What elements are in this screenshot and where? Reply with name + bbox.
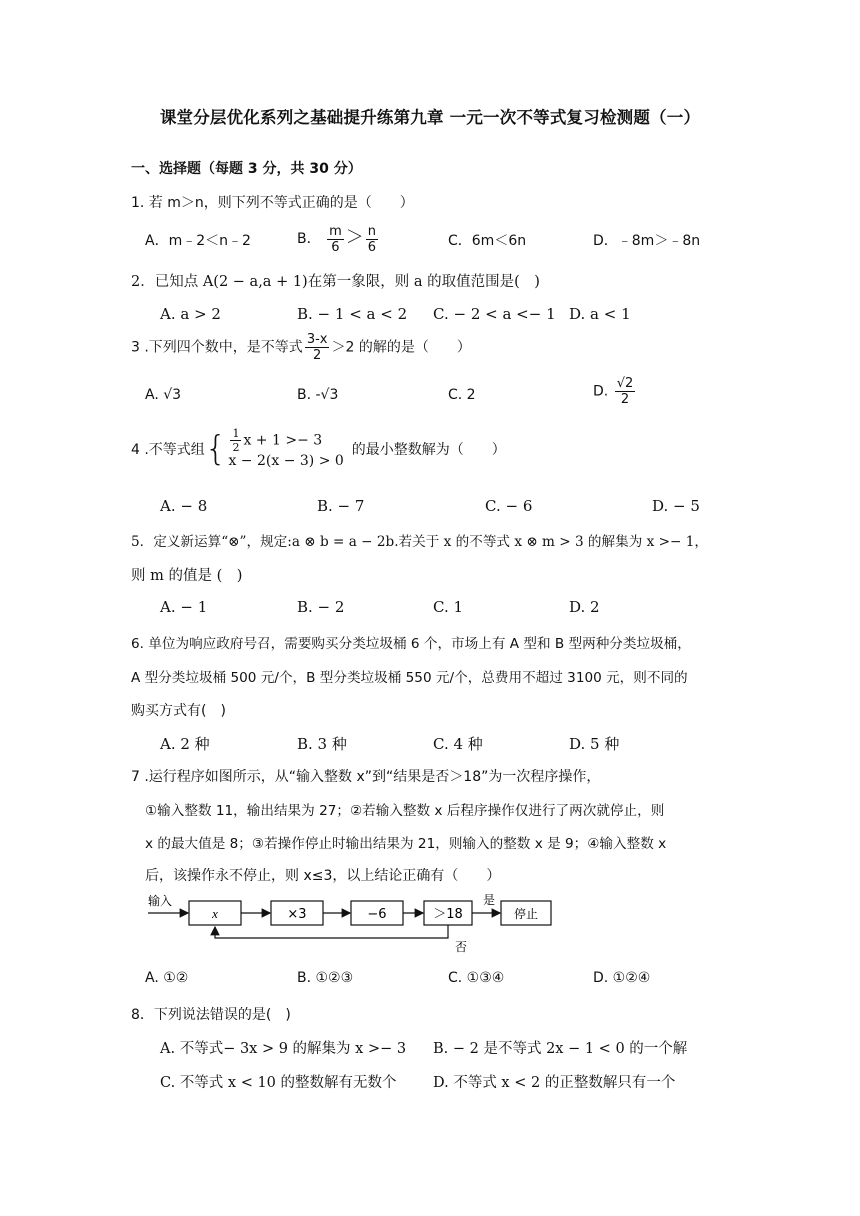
frac-numerator: 3-x [306,332,328,347]
q8-option-d: D. 不等式 x < 2 的正整数解只有一个 [433,1075,676,1091]
frac-denominator: 6 [331,239,340,255]
flow-box-x-label: x [212,906,218,921]
brace-symbol: { [204,428,227,469]
q6-stem: 6. 单位为响应政府号召，需要购买分类垃圾桶 6 个，市场上有 A 型和 B 型两种分类垃圾桶， [131,636,691,652]
q5-option-c: C. 1 [433,598,464,616]
q4-option-b: B. − 7 [317,497,365,515]
q1-option-d: D．﹣8m＞﹣8n [593,233,701,249]
q7-stem-line2: ①输入整数 11，输出结果为 27；②若输入整数 x 后程序操作仅进行了两次就停止，则 [145,803,665,819]
q6-option-c: C. 4 种 [433,735,483,753]
q3-option-d-fraction [615,377,636,406]
flow-no-label: 否 [455,940,468,954]
q4-line1-rest: x + 1 >− 3 [243,432,323,449]
q4-option-c: C. − 6 [485,497,533,515]
q7-option-d: D. ①②④ [593,970,651,986]
q1-stem: 1. 若 m＞n，则下列不等式正确的是（ ） [131,195,414,211]
q1-fraction-left [327,225,344,254]
q7-option-a: A. ①② [145,970,189,986]
q7-option-b: B. ①②③ [297,970,354,986]
q7-stem: 7 .运行程序如图所示，从“输入整数 x”到“结果是否＞18”为一次程序操作， [131,769,601,785]
q8-option-b: B. − 2 是不等式 2x − 1 < 0 的一个解 [433,1041,688,1057]
q5-option-b: B. − 2 [297,598,345,616]
frac-denominator: 2 [232,441,240,454]
flow-yes-label: 是 [483,893,496,907]
q5-stem-line2: 则 m 的值是 ( ) [131,568,243,584]
q5-option-a: A. − 1 [160,598,208,616]
q4-system-line1 [228,428,343,453]
q2-option-d: D. a < 1 [569,305,631,323]
q3-stem-pre: 3 .下列四个数中，是不等式 [131,339,303,356]
q4-system-line2: x − 2(x − 3) > 0 [228,453,344,469]
q7-stem-line4: 后，该操作永不停止，则 x≤3，以上结论正确有（ ） [145,868,501,884]
q5-option-d: D. 2 [569,598,600,616]
q8-option-a: A. 不等式− 3x > 9 的解集为 x >− 3 [160,1041,407,1057]
flow-box-stop-label: 停止 [513,907,539,921]
q4-system [228,428,343,469]
q2-option-b: B. − 1 < a < 2 [297,305,408,323]
q3-stem [131,333,471,362]
q3-fraction [305,333,330,362]
q7-stem-line3: x 的最大值是 8；③若操作停止时输出结果为 21，则输入的整数 x 是 9；④输入整数 x [145,836,667,852]
q6-option-d: D. 5 种 [569,735,620,753]
q4-half-fraction [230,428,241,453]
q3-option-d-label: D. [593,383,609,400]
q3-stem-post: ＞2 的解的是（ ） [331,339,471,356]
q4-option-d: D. − 5 [652,497,700,515]
section-heading: 一、选择题（每题 3 分，共 30 分） [131,161,362,177]
q4-stem-pre: 4 .不等式组 [131,441,205,458]
q1-option-b [297,223,380,254]
q6-stem-line2: A 型分类垃圾桶 500 元/个，B 型分类垃圾桶 550 元/个，总费用不超过 3100 元，则不同的 [131,670,688,686]
q4-option-a: A. − 8 [160,497,208,515]
q1-option-a: A．m﹣2＜n﹣2 [145,233,251,249]
q1-option-c: C．6m＜6n [448,233,527,249]
frac-numerator: m [329,223,342,239]
frac-numerator: n [367,223,376,239]
q1-option-b-label: B． [297,231,321,247]
flow-loop-arrow [215,925,448,938]
flow-box-times3-label: ×3 [287,907,307,922]
flow-box-minus6-label: −6 [367,907,387,922]
q1-fraction-right [366,225,378,254]
frac-denominator: 6 [367,239,376,255]
frac-denominator: 2 [620,392,630,407]
q3-option-c: C. 2 [448,387,476,403]
q6-stem-line3: 购买方式有( ) [131,703,226,719]
q2-stem: 2．已知点 A(2 − a,a + 1)在第一象限，则 a 的取值范围是( ) [131,274,540,290]
q7-option-c: C. ①③④ [448,970,505,986]
q2-option-a: A. a > 2 [160,305,221,323]
frac-numerator: 1 [232,427,240,440]
q8-option-c: C. 不等式 x < 10 的整数解有无数个 [160,1075,397,1091]
q2-option-c: C. − 2 < a <− 1 [433,305,556,323]
q3-option-a: A. √3 [145,387,182,403]
page-title: 课堂分层优化系列之基础提升练第九章 一元一次不等式复习检测题（一） [159,108,701,127]
q4-stem [131,428,506,469]
flow-input-label: 输入 [148,894,173,908]
frac-numerator: √2 [616,376,634,391]
program-flowchart [145,890,565,960]
q6-option-a: A. 2 种 [160,735,210,753]
q6-option-b: B. 3 种 [297,735,347,753]
q3-option-d [593,377,637,406]
flow-box-gt18-label: ＞18 [433,907,463,922]
q3-option-b: B. -√3 [297,387,339,403]
relation-symbol: ＞ [345,227,364,248]
q4-stem-post: 的最小整数解为（ ） [351,441,506,458]
frac-denominator: 2 [313,348,322,363]
q8-stem: 8．下列说法错误的是( ) [131,1007,291,1023]
q5-stem: 5．定义新运算“⊗”，规定:a ⊗ b = a − 2b.若关于 x 的不等式 x ⊗ m > 3 的解集为 x >− 1， [131,534,708,550]
